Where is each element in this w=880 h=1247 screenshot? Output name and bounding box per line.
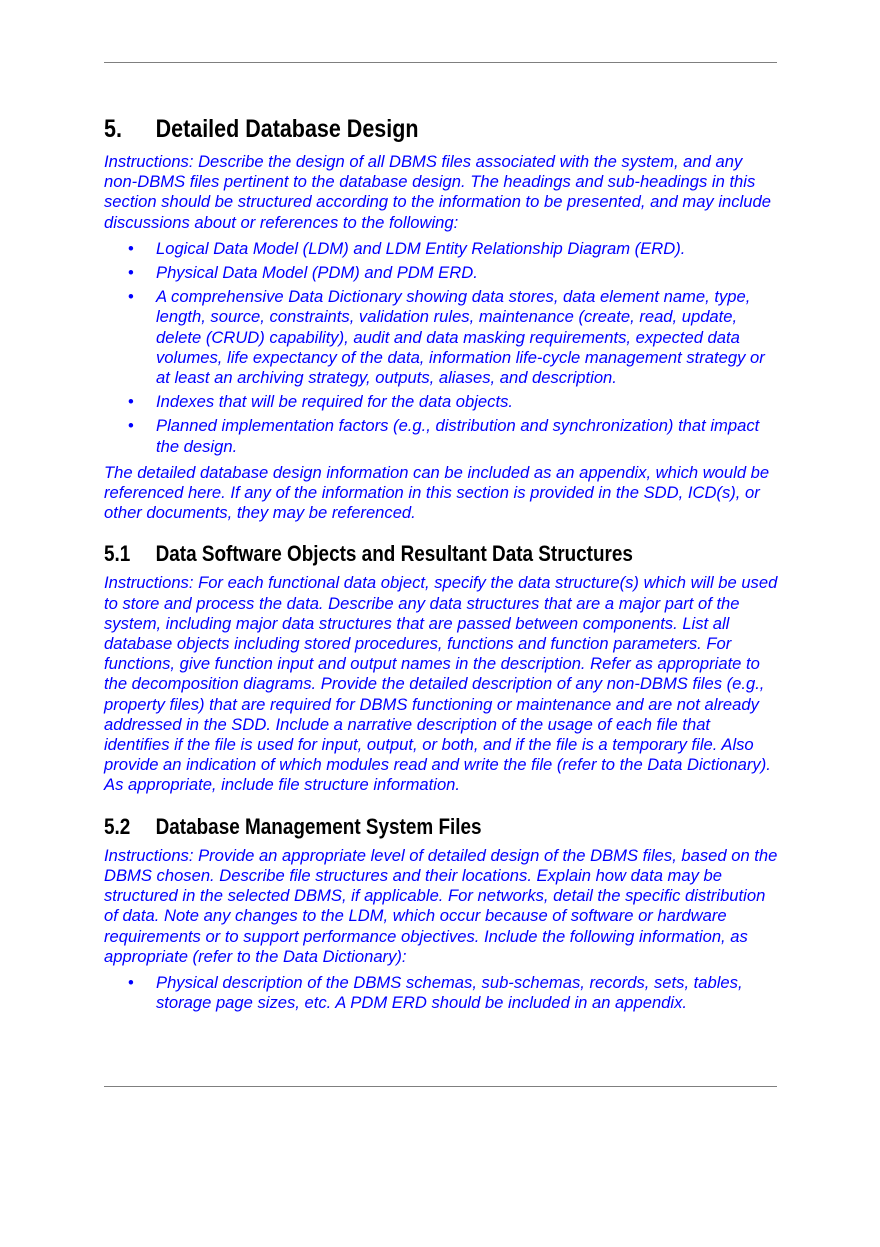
document-body: [104, 112, 780, 1019]
section-title: Data Software Objects and Resultant Data Structures: [155, 541, 633, 567]
bullet-icon: •: [128, 416, 134, 436]
section-5-bullet-list: [104, 239, 780, 457]
header-rule: [104, 62, 777, 63]
bullet-icon: •: [128, 238, 134, 258]
list-item-text: Physical Data Model (PDM) and PDM ERD.: [156, 263, 478, 283]
list-item: [104, 392, 780, 412]
section-5-closing: The detailed database design information can be included as an appendix, which would be referenced here. If any of the information in this section is provided in the SDD, ICD(s), or other documents, they may be referenced.: [104, 462, 770, 523]
list-item-text: Indexes that will be required for the data objects.: [156, 392, 513, 412]
section-number: 5.2: [104, 813, 131, 839]
section-5-1-instructions: Instructions: For each functional data object, specify the data structure(s) which will be used to store and process the data. Describe any data structures that are a major part of the system, including major data structures that are passed between components. List all database objects including stored procedures, functions and function parameters. For functions, give function input and output names in the description. Refer as appropriate to the decomposition diagrams. Provide the detailed description of any non-DBMS files (e.g., property files) that are required for DBMS functioning or maintenance and are not already addressed in the SDD. Include a narrative description of the usage of each file that identifies if the file is used for input, output, or both, and if the file is a temporary file. Also provide an indication of which modules read and write the file (refer to the Data Dictionary). As appropriate, include file structure information.: [104, 573, 778, 795]
list-item: [104, 973, 780, 1013]
bullet-icon: •: [128, 972, 134, 992]
list-item: [104, 263, 780, 283]
list-item-text: Planned implementation factors (e.g., distribution and synchronization) that impact the design.: [156, 416, 760, 456]
list-item: [104, 239, 780, 259]
section-number: 5.: [104, 115, 122, 143]
list-item-text: Physical description of the DBMS schemas, sub-schemas, records, sets, tables, storage page sizes, etc. A PDM ERD should be included in an appendix.: [156, 972, 743, 1013]
list-item-text: Logical Data Model (LDM) and LDM Entity Relationship Diagram (ERD).: [156, 238, 686, 258]
bullet-icon: •: [128, 263, 134, 283]
footer-rule: [104, 1086, 777, 1087]
bullet-icon: •: [128, 392, 134, 412]
section-5-1-heading: [104, 539, 685, 569]
section-5-heading: [104, 112, 685, 146]
list-item-text: A comprehensive Data Dictionary showing data stores, data element name, type, length, source, constraints, validation rules, maintenance (create, read, update, delete (CRUD) capability), audit and data masking requirements, expected data volumes, life expectancy of the data, information life-cycle management strategy or at least an archiving strategy, outputs, aliases, and description.: [156, 287, 765, 388]
section-number: 5.1: [104, 541, 131, 567]
list-item: [104, 287, 780, 388]
section-5-2-bullet-list: [104, 973, 780, 1013]
section-title: Detailed Database Design: [155, 115, 419, 143]
section-5-2-instructions: Instructions: Provide an appropriate level of detailed design of the DBMS files, based on the DBMS chosen. Describe file structures and their locations. Explain how data may be structured in the selected DBMS, if applicable. For networks, detail the specific distribution of data. Note any changes to the LDM, which occur because of software or hardware requirements or to support performance objectives. Include the following information, as appropriate (refer to the Data Dictionary):: [104, 845, 778, 966]
bullet-icon: •: [128, 287, 134, 307]
section-5-instructions: Instructions: Describe the design of all DBMS files associated with the system, and any non-DBMS files pertinent to the database design. The headings and sub-headings in this section should be structured according to the information to be presented, and may include discussions about or references to the following:: [104, 152, 771, 232]
section-title: Database Management System Files: [155, 813, 482, 839]
list-item: [104, 416, 780, 456]
section-5-2-heading: [104, 812, 685, 842]
